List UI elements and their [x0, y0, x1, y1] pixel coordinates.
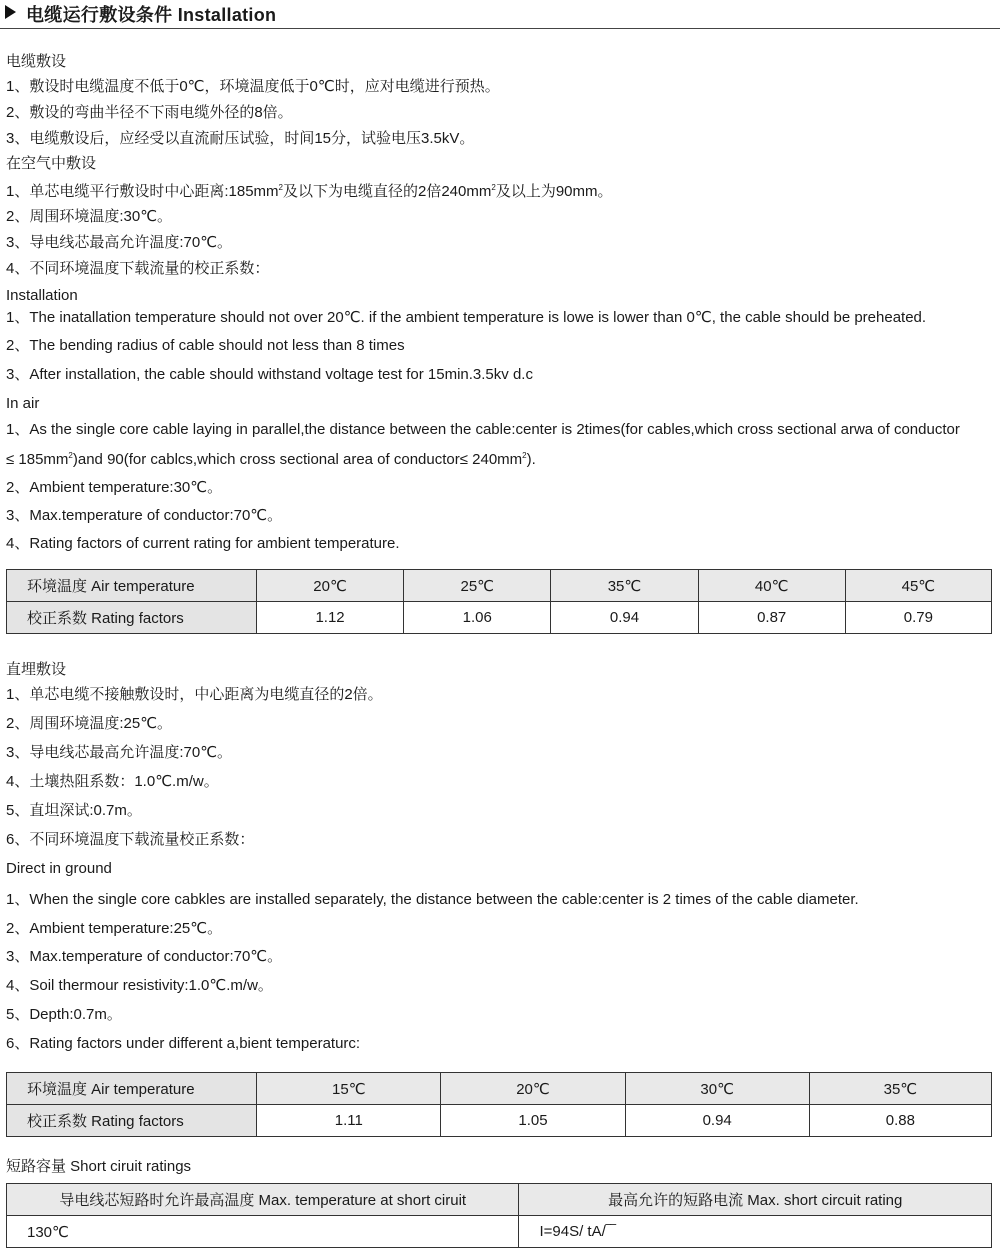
- table-cell: 0.88: [809, 1105, 991, 1137]
- list-item: 2、周围环境温度:25℃。: [6, 715, 173, 732]
- list-item: 2、The bending radius of cable should not less than 8 times: [6, 337, 405, 354]
- list-item: 1、单芯电缆平行敷设时中心距离$:185mm^2$及以下为电缆直径的2倍$240mm^2$及以上为90mm。: [6, 183, 613, 200]
- short-circuit-table: [6, 1183, 992, 1248]
- table-header-cell: 35℃: [551, 570, 698, 602]
- list-item: 3、Max.temperature of conductor:70℃。: [6, 507, 283, 524]
- heading-installation: Installation: [6, 287, 78, 304]
- rating-factors-table-air: [6, 569, 992, 634]
- section-header: [0, 0, 1000, 29]
- list-item: ≤ $185mm^2)and$ 90(for cablcs,which cross sectional area of conductor≤ $240mm^2$).: [6, 451, 536, 468]
- table-row-label: 校正系数 Rating factors: [7, 1105, 257, 1137]
- list-item: 1、As the single core cable laying in parallel,the distance between the cable:center is 2times(for cables,which cross sectional arwa of conductor: [6, 421, 960, 438]
- table-row-label: 校正系数 Rating factors: [7, 602, 257, 634]
- table-cell: I=94S/ tA/‾‾: [519, 1216, 992, 1248]
- list-item: 4、Rating factors of current rating for ambient temperature.: [6, 535, 400, 552]
- table-header-cell: 最高允许的短路电流 Max. short circuit rating: [519, 1184, 992, 1216]
- list-item: 1、When the single core cabkles are installed separately, the distance between the cable:center is 2 times of the cable diameter.: [6, 891, 859, 908]
- list-item: 5、直坦深试:0.7m。: [6, 802, 142, 819]
- table-row: [7, 1216, 992, 1248]
- table-cell: 1.12: [256, 602, 403, 634]
- table-row: [7, 1073, 992, 1105]
- table-cell: 0.79: [845, 602, 991, 634]
- table-header-cell: 环境温度 Air temperature: [7, 1073, 257, 1105]
- heading-direct-in-ground: Direct in ground: [6, 860, 112, 877]
- table-cell: 0.94: [625, 1105, 809, 1137]
- list-item: 3、Max.temperature of conductor:70℃。: [6, 948, 283, 965]
- list-item: 2、Ambient temperature:30℃。: [6, 479, 223, 496]
- table-row: [7, 602, 992, 634]
- table-row: [7, 1184, 992, 1216]
- heading-in-air-cn: 在空气中敷设: [6, 155, 97, 172]
- list-item: 1、单芯电缆不接触敷设时，中心距离为电缆直径的2倍。: [6, 686, 383, 703]
- list-item: 3、导电线芯最高允许温度:70℃。: [6, 234, 233, 251]
- table-header-cell: 45℃: [845, 570, 991, 602]
- heading-direct-burial-cn: 直埋敷设: [6, 661, 67, 678]
- table-cell: 0.87: [698, 602, 845, 634]
- table-header-cell: 导电线芯短路时允许最高温度 Max. temperature at short ciruit: [7, 1184, 519, 1216]
- table-cell: 0.94: [551, 602, 698, 634]
- list-item: 4、土壤热阻系数：1.0℃.m/w。: [6, 773, 219, 790]
- table-header-cell: 20℃: [441, 1073, 625, 1105]
- list-item: 5、Depth:0.7m。: [6, 1006, 122, 1023]
- list-item: 1、敷设时电缆温度不低于0℃，环境温度低于0℃时，应对电缆进行预热。: [6, 78, 500, 95]
- table-header-cell: 35℃: [809, 1073, 991, 1105]
- table-cell: 1.11: [257, 1105, 441, 1137]
- table-header-cell: 25℃: [404, 570, 551, 602]
- list-item: 3、电缆敷设后，应经受以直流耐压试验，时间15分，试验电压3.5kV。: [6, 130, 475, 147]
- list-item: 3、After installation, the cable should withstand voltage test for 15min.3.5kv d.c: [6, 366, 533, 383]
- table-header-cell: 20℃: [256, 570, 403, 602]
- table-header-cell: 30℃: [625, 1073, 809, 1105]
- list-item: 2、敷设的弯曲半径不下雨电缆外径的8倍。: [6, 104, 293, 121]
- list-item: 6、Rating factors under different a,bient temperaturc:: [6, 1035, 361, 1052]
- table-cell: 1.05: [441, 1105, 625, 1137]
- list-item: 2、周围环境温度:30℃。: [6, 208, 173, 225]
- list-item: 4、不同环境温度下载流量的校正系数：: [6, 260, 270, 277]
- list-item: 1、The inatallation temperature should not over 20℃. if the ambient temperature is lowe is lower than 0℃, the cable should be preheated.: [6, 309, 927, 326]
- list-item: 4、Soil thermour resistivity:1.0℃.m/w。: [6, 977, 273, 994]
- table-header-cell: 15℃: [257, 1073, 441, 1105]
- table-row: [7, 570, 992, 602]
- table-cell: 130℃: [7, 1216, 519, 1248]
- list-item: 6、不同环境温度下载流量校正系数：: [6, 831, 255, 848]
- rating-factors-table-ground: [6, 1072, 992, 1137]
- triangle-bullet-icon: [5, 5, 16, 19]
- page-title: 电缆运行敷设条件 Installation: [26, 5, 277, 25]
- table-header-cell: 环境温度 Air temperature: [7, 570, 257, 602]
- heading-cable-laying: 电缆敷设: [6, 53, 67, 70]
- table-header-cell: 40℃: [698, 570, 845, 602]
- heading-in-air: In air: [6, 395, 40, 412]
- table-row: [7, 1105, 992, 1137]
- list-item: 2、Ambient temperature:25℃。: [6, 920, 223, 937]
- heading-short-circuit: 短路容量 Short ciruit ratings: [6, 1158, 192, 1175]
- list-item: 3、导电线芯最高允许温度:70℃。: [6, 744, 233, 761]
- table-cell: 1.06: [404, 602, 551, 634]
